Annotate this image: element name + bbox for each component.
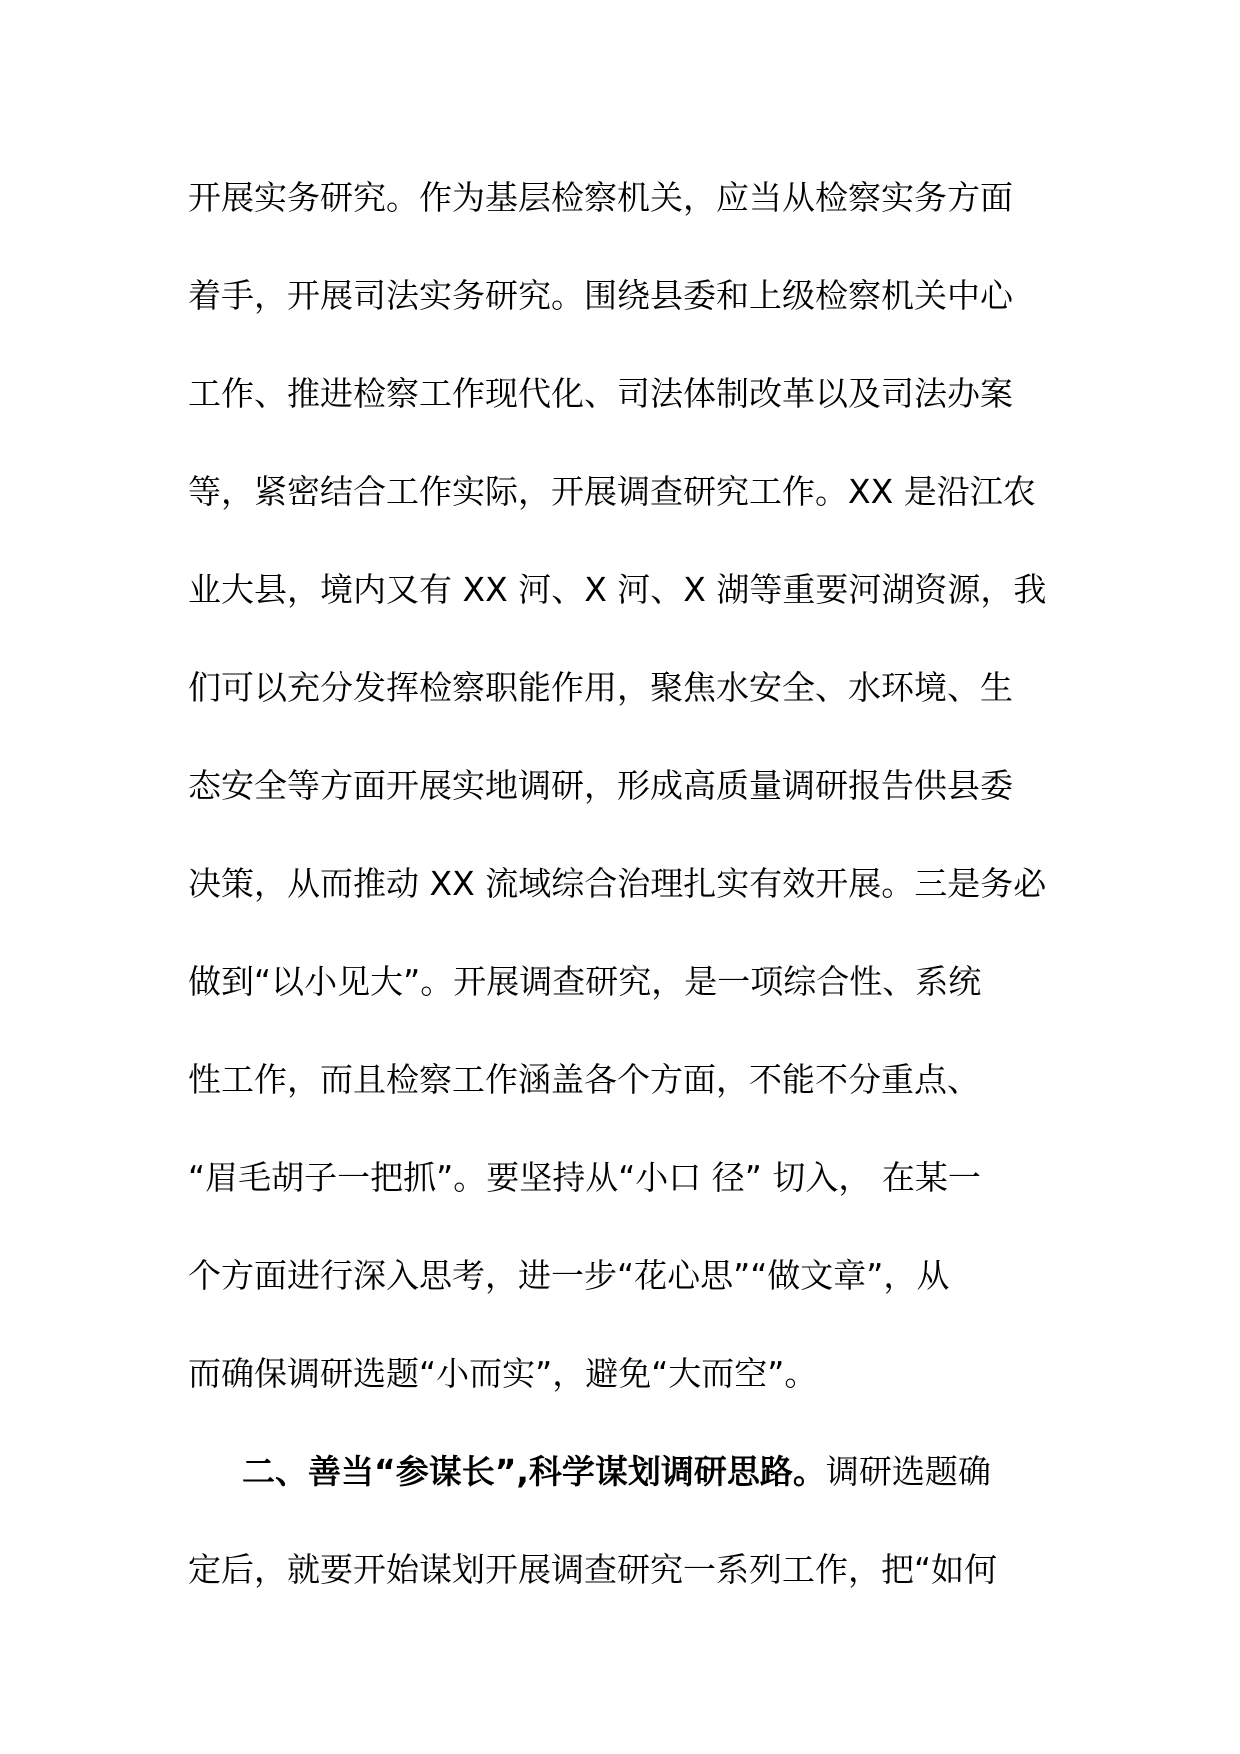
text-line: 着手，开展司法实务研究。围绕县委和上级检察机关中心 xyxy=(188,276,1013,315)
text-line: 们可以充分发挥检察职能作用，聚焦水安全、水环境、生 xyxy=(188,668,1013,707)
text-line: 工作、推进检察工作现代化、司法体制改革以及司法办案 xyxy=(188,374,1013,413)
text-line: 做到“以小见大”。开展调查研究，是一项综合性、系统 xyxy=(188,962,982,1001)
text-line: “眉毛胡子一把抓”。要坚持从“小口 径” 切入， 在某一 xyxy=(188,1158,981,1197)
section-heading-line xyxy=(188,1439,1068,1537)
heading-continuation: 调研选题确 xyxy=(825,1452,991,1491)
text-line: 性工作，而且检察工作涵盖各个方面，不能不分重点、 xyxy=(188,1060,980,1099)
text-line: 定后，就要开始谋划开展调查研究一系列工作，把“如何 xyxy=(188,1550,998,1589)
text-line: 开展实务研究。作为基层检察机关，应当从检察实务方面 xyxy=(188,178,1013,217)
body-text xyxy=(188,165,1068,1635)
text-line: 业大县，境内又有 XX 河、X 河、X 湖等重要河湖资源，我 xyxy=(188,570,1047,609)
text-line: 等，紧密结合工作实际，开展调查研究工作。XX 是沿江农 xyxy=(188,472,1036,511)
text-line: 个方面进行深入思考，进一步“花心思”“做文章”，从 xyxy=(188,1256,950,1295)
text-line: 态安全等方面开展实地调研，形成高质量调研报告供县委 xyxy=(188,766,1013,805)
text-line: 决策，从而推动 XX 流域综合治理扎实有效开展。三是务必 xyxy=(188,864,1047,903)
text-line: 而确保调研选题“小而实”，避免“大而空”。 xyxy=(188,1354,818,1393)
section-heading: 二、善当“参谋长”,科学谋划调研思路。 xyxy=(242,1452,826,1491)
